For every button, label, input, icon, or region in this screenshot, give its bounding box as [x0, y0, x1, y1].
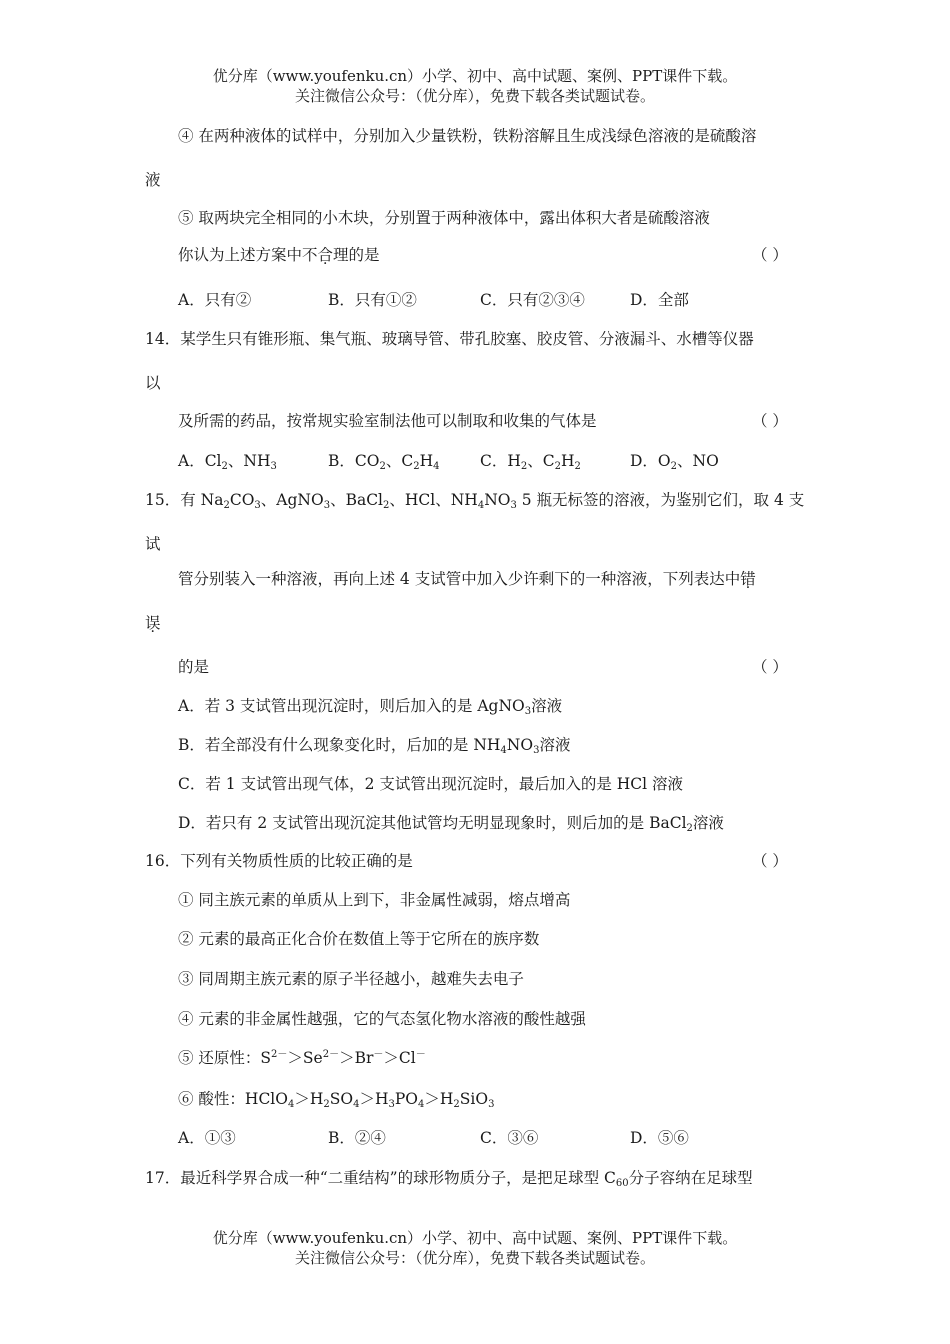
q13-answer-paren: （ ）	[752, 246, 788, 264]
q15-stem-cont-3	[145, 612, 161, 634]
q16-item-3: ③ 同周期主族元素的原子半径越小，越难失去电子	[178, 970, 524, 988]
q15-option-b: B．若全部没有什么现象变化时，后加的是 $NH_4NO_3$溶液	[178, 736, 571, 756]
q16-option-b: B．②④	[328, 1129, 386, 1147]
q16-item-1: ① 同主族元素的单质从上到下，非金属性减弱，熔点增高	[178, 891, 571, 909]
q15-option-d: D．若只有 2 支试管出现沉淀其他试管均无明显现象时，则后加的是 BaCl$_2$溶液	[178, 814, 724, 834]
footer-line-2: 关注微信公众号：（优分库），免费下载各类试题试卷。	[294, 1249, 655, 1267]
q13-option-a: A．只有②	[178, 291, 252, 309]
q15-option-c: C．若 1 支试管出现气体，2 支试管出现沉淀时，最后加入的是 HCl 溶液	[178, 775, 684, 793]
q15-stem-cont: 试	[145, 535, 161, 553]
q16-answer-paren: （ ）	[752, 852, 788, 870]
q15-stem: 15．有 $Na_2CO_3$、AgNO$_3$、BaCl$_2$、HCl、$NH_4NO_3$ 5 瓶无标签的溶液，为鉴别它们，取 4 支	[145, 491, 805, 511]
q15-stem-cont-2: 管分别装入一种溶液，再向上述 4 支试管中加入少许剩下的一种溶液，下列表达中错	[178, 570, 756, 588]
q14-stem-cont-2: 及所需的药品，按常规实验室制法他可以制取和收集的气体是	[178, 412, 597, 430]
header-line-1: 优分库（www.youfenku.cn）小学、初中、高中试题、案例、PPT课件下载。	[212, 67, 738, 85]
header-line-2: 关注微信公众号：（优分库），免费下载各类试题试卷。	[294, 87, 655, 105]
q15-option-a: A．若 3 支试管出现沉淀时，则后加入的是 AgNO$_3$溶液	[178, 697, 563, 717]
q13-item-5: ⑤ 取两块完全相同的小木块，分别置于两种液体中，露出体积大者是硫酸溶液	[178, 209, 710, 227]
q16-item-6: ⑥ 酸性：$HClO_4>H_2SO_4>H_3PO_4>H_2SiO_3$	[178, 1090, 495, 1110]
emphasis-dots: 不合理	[302, 246, 349, 264]
q16-item-4: ④ 元素的非金属性越强，它的气态氢化物水溶液的酸性越强	[178, 1010, 586, 1028]
emphasis-dots: 错	[740, 570, 756, 588]
q15-stem-cont-4: 的是	[178, 658, 210, 676]
footer-line-1: 优分库（www.youfenku.cn）小学、初中、高中试题、案例、PPT课件下载。	[212, 1229, 738, 1247]
q13-option-d: D．全部	[630, 291, 689, 309]
q14-answer-paren: （ ）	[752, 412, 788, 430]
q17-stem: 17．最近科学界合成一种“二重结构”的球形物质分子，是把足球型 $C_{60}$分子容纳在足球型	[145, 1169, 753, 1189]
q15-answer-paren: （ ）	[752, 658, 788, 676]
q13-item-4: ④ 在两种液体的试样中，分别加入少量铁粉，铁粉溶解且生成浅绿色溶液的是硫酸溶	[178, 127, 757, 145]
q16-item-5: ⑤ 还原性：$S^{2-}>Se^{2-}>Br^->Cl^-$	[178, 1049, 426, 1067]
q16-option-d: D．⑤⑥	[630, 1129, 689, 1147]
emphasis-dots: 误	[145, 614, 161, 632]
q14-stem-cont: 以	[145, 374, 161, 392]
q14-stem: 14．某学生只有锥形瓶、集气瓶、玻璃导管、带孔胶塞、胶皮管、分液漏斗、水槽等仪器	[145, 330, 754, 348]
q14-option-b: B．$CO_2$、$C_2H_4$	[328, 452, 440, 472]
q14-option-c: C．$H_2$、$C_2H_2$	[480, 452, 581, 472]
q13-option-b: B．只有①②	[328, 291, 417, 309]
q16-stem: 16．下列有关物质性质的比较正确的是	[145, 852, 413, 870]
q16-option-a: A．①③	[178, 1129, 236, 1147]
q13-item-4-cont: 液	[145, 171, 161, 189]
q14-option-a: A．$Cl_2$、$NH_3$	[178, 452, 277, 472]
q13-stem: 你认为上述方案中不合理的是	[178, 246, 380, 264]
q13-option-c: C．只有②③④	[480, 291, 585, 309]
q16-item-2: ② 元素的最高正化合价在数值上等于它所在的族序数	[178, 930, 540, 948]
q14-option-d: D．$O_2$、NO	[630, 452, 719, 472]
q16-option-c: C．③⑥	[480, 1129, 539, 1147]
